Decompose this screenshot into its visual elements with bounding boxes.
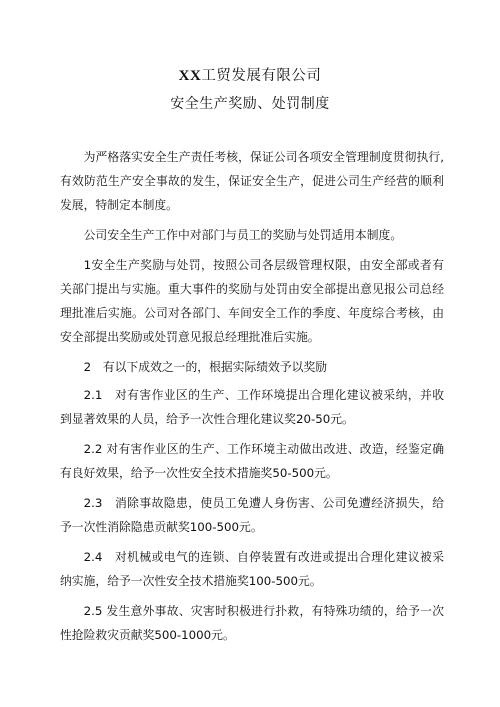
company-title-prefix: XX	[178, 68, 202, 84]
paragraph-scope: 公司安全生产工作中对部门与员工的奖励与处罚适用本制度。	[83, 228, 403, 242]
paragraph-clause-2-4: 2.4 对机械或电气的连锁、自停装置有改进或提出合理化建议被采纳实施，给予一次性安全技术措施奖100-500元。	[60, 550, 444, 588]
company-title-name: 工贸发展有限公司	[201, 68, 322, 84]
company-title	[0, 66, 500, 86]
paragraph-clause-2-5: 2.5 发生意外事故、灾害时积极进行扑救，有特殊功绩的，给予一次性抢险救灾贡献奖500-1000元。	[60, 604, 444, 642]
paragraph-clause-2-1: 2.1 对有害作业区的生产、工作环境提出合理化建议被采纳，并收到显著效果的人员，给予一次性合理化建议奖20-50元。	[60, 388, 444, 426]
paragraph-clause-1: 1安全生产奖励与处罚，按照公司各层级管理权限，由安全部或者有关部门提出与实施。重大事件的奖励与处罚由安全部提出意见报公司总经理批准后实施。公司对各部门、车间安全工作的季度、年度综合考核，由安全部提出奖励或处罚意见报总经理批准后实施。	[60, 258, 444, 344]
paragraph-clause-2: 2 有以下成效之一的，根据实际绩效予以奖励	[83, 360, 328, 374]
document-body	[60, 145, 444, 653]
paragraph-clause-2-2: 2.2 对有害作业区的生产、工作环境主动做出改进、改造，经鉴定确有良好效果，给予一次性安全技术措施奖50-500元。	[60, 442, 444, 480]
paragraph-clause-2-3: 2.3 消除事故隐患，使员工免遭人身伤害、公司免遭经济损失，给予一次性消除隐患贡献奖100-500元。	[60, 496, 444, 534]
document-subtitle: 安全生产奖励、处罚制度	[170, 96, 330, 112]
paragraph-purpose: 为严格落实安全生产责任考核，保证公司各项安全管理制度贯彻执行,有效防范生产安全事故的发生，保证安全生产，促进公司生产经营的顺利发展，特制定本制度。	[60, 150, 444, 212]
